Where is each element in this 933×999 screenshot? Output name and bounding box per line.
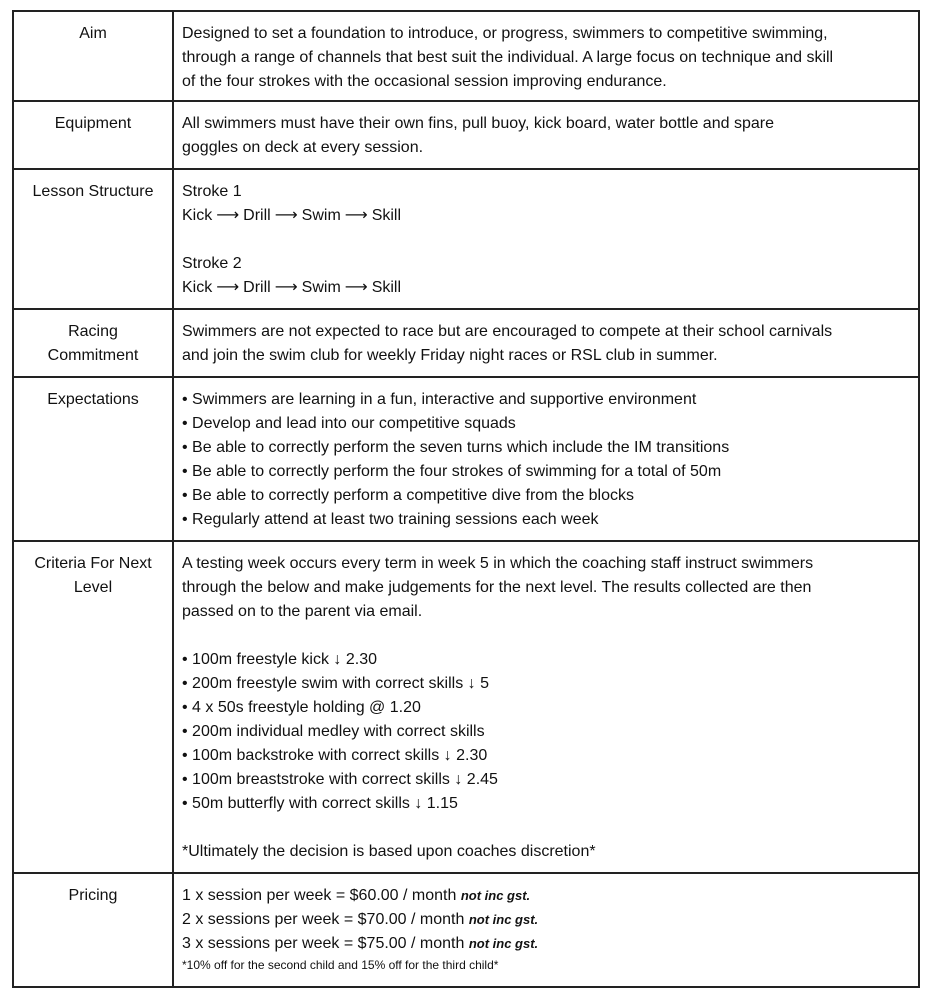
equipment-label: Equipment [13,101,173,169]
program-details-document [12,10,920,988]
lesson-structure-label: Lesson Structure [13,169,173,309]
pricing-option-text: 1 x session per week = $60.00 / month [182,887,457,904]
expectation-item: • Regularly attend at least two training sessions each week [182,508,910,532]
expectation-item: • Develop and lead into our competitive squads [182,412,910,436]
criteria-label [13,541,173,873]
criteria-item: • 200m freestyle swim with correct skills ↓ 5 [182,672,910,696]
criteria-item: • 100m breaststroke with correct skills ↓ 2.45 [182,768,910,792]
spacer [182,228,910,252]
label-line: Criteria For Next [34,555,152,572]
criteria-item: • 4 x 50s freestyle holding @ 1.20 [182,696,910,720]
label-line: Racing [68,323,118,340]
step: Swim [301,207,341,224]
stroke-title: Stroke 2 [182,255,242,272]
label-line: Level [73,579,113,596]
expectation-item: • Swimmers are learning in a fun, interactive and supportive environment [182,388,910,412]
row-lesson-structure [13,169,919,309]
aim-label: Aim [13,11,173,101]
expectation-item: • Be able to correctly perform a competitive dive from the blocks [182,484,910,508]
pricing-label: Pricing [13,873,173,987]
row-criteria [13,541,919,873]
arrow-right-icon: ⟶ [274,207,298,224]
criteria-intro-line: passed on to the parent via email. [182,603,423,620]
pricing-option [182,932,910,956]
pricing-content [173,873,919,987]
stroke-steps [182,276,910,300]
sibling-discount-note: *10% off for the second child and 15% off for the third child* [182,958,499,972]
criteria-intro-line: A testing week occurs every term in week 5 in which the coaching staff instruct swimmers [182,555,814,572]
step: Kick [182,207,213,224]
arrow-right-icon: ⟶ [344,207,368,224]
arrow-right-icon: ⟶ [344,279,368,296]
step: Swim [301,279,341,296]
criteria-item: • 100m backstroke with correct skills ↓ 2.30 [182,744,910,768]
row-aim [13,11,919,101]
row-expectations [13,377,919,541]
criteria-content [173,541,919,873]
criteria-intro-line: through the below and make judgements for the next level. The results collected are then [182,579,812,596]
lesson-structure-content [173,169,919,309]
pricing-option-text: 3 x sessions per week = $75.00 / month [182,935,465,952]
label-line: Commitment [47,347,139,364]
arrow-right-icon: ⟶ [274,279,298,296]
criteria-footnote: *Ultimately the decision is based upon coaches discretion* [182,843,596,860]
expectations-label: Expectations [13,377,173,541]
aim-line: Designed to set a foundation to introduce, or progress, swimmers to competitive swimming, [182,25,828,42]
row-racing-commitment [13,309,919,377]
aim-line: of the four strokes with the occasional session improving endurance. [182,73,667,90]
step: Drill [243,207,271,224]
step: Drill [243,279,271,296]
gst-note: not inc gst. [468,936,539,951]
racing-line: and join the swim club for weekly Friday night races or RSL club in summer. [182,347,718,364]
pricing-option [182,908,910,932]
expectation-item: • Be able to correctly perform the four strokes of swimming for a total of 50m [182,460,910,484]
criteria-item: • 50m butterfly with correct skills ↓ 1.15 [182,792,910,816]
racing-line: Swimmers are not expected to race but are encouraged to compete at their school carnivals [182,323,833,340]
pricing-option-text: 2 x sessions per week = $70.00 / month [182,911,465,928]
stroke-steps [182,204,910,228]
arrow-right-icon: ⟶ [216,207,240,224]
expectations-content [173,377,919,541]
spacer [182,624,910,648]
gst-note: not inc gst. [468,912,539,927]
pricing-option [182,884,910,908]
equipment-content [173,101,919,169]
row-pricing [13,873,919,987]
arrow-right-icon: ⟶ [216,279,240,296]
expectation-item: • Be able to correctly perform the seven turns which include the IM transitions [182,436,910,460]
criteria-item: • 200m individual medley with correct skills [182,720,910,744]
racing-commitment-content [173,309,919,377]
row-equipment [13,101,919,169]
spacer [182,816,910,840]
equipment-line: goggles on deck at every session. [182,139,424,156]
stroke-title: Stroke 1 [182,183,242,200]
equipment-line: All swimmers must have their own fins, pull buoy, kick board, water bottle and spare [182,115,774,132]
gst-note: not inc gst. [460,888,531,903]
aim-line: through a range of channels that best suit the individual. A large focus on technique and skill [182,49,834,66]
aim-content [173,11,919,101]
step: Skill [371,279,402,296]
criteria-item: • 100m freestyle kick ↓ 2.30 [182,648,910,672]
program-details-table [12,10,920,988]
step: Kick [182,279,213,296]
step: Skill [371,207,402,224]
racing-commitment-label [13,309,173,377]
